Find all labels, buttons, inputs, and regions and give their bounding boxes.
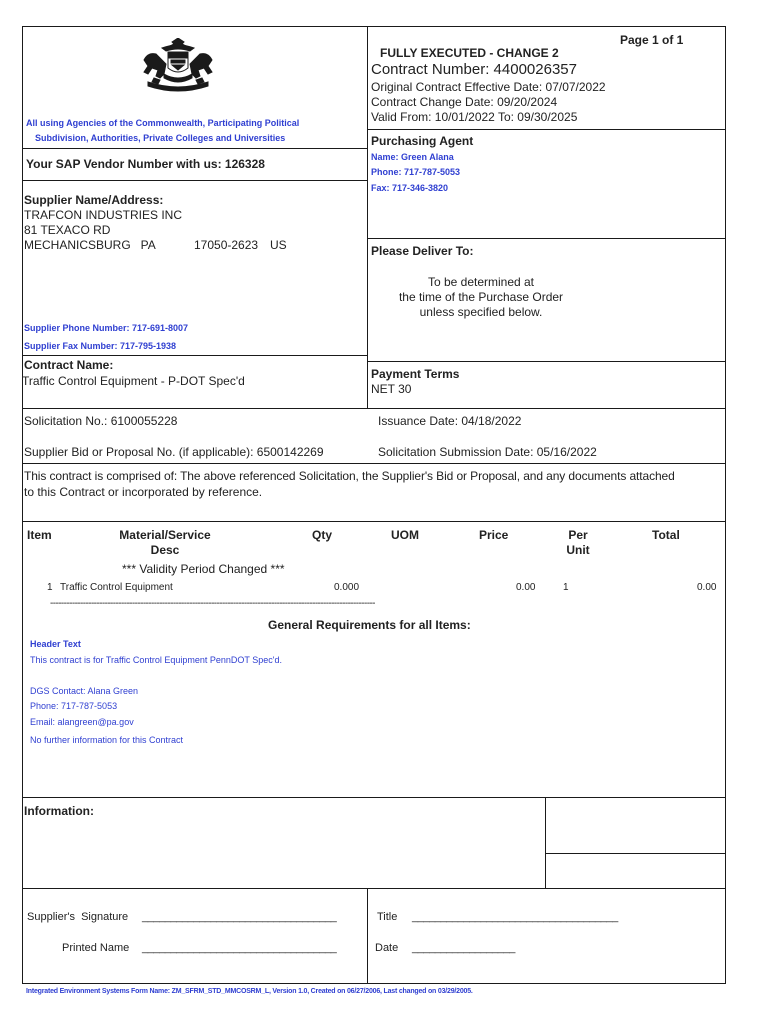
supplier-fax: Supplier Fax Number: 717-795-1938 bbox=[24, 341, 177, 351]
date-line[interactable]: __________________ bbox=[412, 942, 515, 954]
divider-full-5 bbox=[22, 888, 726, 889]
dgs-contact: DGS Contact: Alana Green bbox=[30, 686, 139, 696]
row-item-qty: 0.000 bbox=[334, 582, 360, 593]
valid-period: Valid From: 10/01/2022 To: 09/30/2025 bbox=[371, 110, 578, 124]
printed-name-label: Printed Name bbox=[62, 942, 130, 954]
signature-vertical bbox=[367, 888, 368, 983]
submission-date: Solicitation Submission Date: 05/16/2022 bbox=[378, 445, 597, 459]
validity-note: *** Validity Period Changed *** bbox=[122, 562, 285, 576]
row-item-desc: Traffic Control Equipment bbox=[60, 582, 173, 593]
col-price: Price bbox=[479, 528, 509, 542]
pennsylvania-coat-of-arms-icon bbox=[138, 38, 218, 96]
divider-left-1 bbox=[22, 148, 367, 149]
contract-name-value: Traffic Control Equipment - P-DOT Spec'd bbox=[22, 374, 245, 388]
contract-name-heading: Contract Name: bbox=[24, 358, 114, 372]
agent-name: Name: Green Alana bbox=[371, 152, 454, 162]
solicitation-number: Solicitation No.: 6100055228 bbox=[24, 414, 178, 428]
date-label: Date bbox=[375, 942, 399, 954]
agent-fax: Fax: 717-346-3820 bbox=[371, 183, 449, 193]
agencies-note-line1: All using Agencies of the Commonwealth, Participating Political bbox=[26, 118, 300, 128]
divider-full-4 bbox=[22, 797, 726, 798]
divider-right-3 bbox=[367, 361, 726, 362]
dgs-phone: Phone: 717-787-5053 bbox=[30, 701, 118, 711]
col-total: Total bbox=[652, 528, 680, 542]
frame-left bbox=[22, 26, 23, 984]
page-indicator: Page 1 of 1 bbox=[620, 33, 684, 47]
no-further-info: No further information for this Contract bbox=[30, 735, 184, 745]
deliver-to-heading: Please Deliver To: bbox=[371, 244, 474, 258]
contract-change-date: Contract Change Date: 09/20/2024 bbox=[371, 95, 558, 109]
row-item-number: 1 bbox=[47, 582, 53, 593]
supplier-zip: 17050-2623 bbox=[194, 238, 259, 252]
supplier-signature-line[interactable]: __________________________________ bbox=[142, 911, 337, 923]
deliver-line3: unless specified below. bbox=[419, 305, 543, 319]
supplier-city-state: MECHANICSBURG PA bbox=[24, 238, 156, 252]
divider-left-3 bbox=[22, 355, 367, 356]
col-uom: UOM bbox=[391, 528, 419, 542]
contract-status: FULLY EXECUTED - CHANGE 2 bbox=[380, 46, 559, 60]
payment-terms-value: NET 30 bbox=[371, 382, 412, 396]
divider-right-2 bbox=[367, 238, 726, 239]
comprised-of-line1: This contract is comprised of: The above referenced Solicitation, the Supplier's Bid or Proposal, and any documents attached bbox=[24, 469, 675, 483]
col-material-line1: Material/Service bbox=[119, 528, 211, 542]
deliver-line2: the time of the Purchase Order bbox=[398, 290, 564, 304]
supplier-country: US bbox=[270, 238, 287, 252]
information-heading: Information: bbox=[24, 804, 94, 818]
frame-right bbox=[725, 26, 726, 984]
issuance-date: Issuance Date: 04/18/2022 bbox=[378, 414, 522, 428]
divider-left-2 bbox=[22, 180, 367, 181]
divider-full-3 bbox=[22, 521, 726, 522]
divider-full-1 bbox=[22, 408, 726, 409]
col-per-line1: Per bbox=[568, 528, 588, 542]
form-footer-note: Integrated Environment Systems Form Name: ZM_SFRM_STD_MMCOSRM_L, Version 1.0, Created on 06/27/2006, Last changed on 03/29/2005. bbox=[26, 988, 473, 995]
col-qty: Qty bbox=[312, 528, 333, 542]
original-effective-date: Original Contract Effective Date: 07/07/2022 bbox=[371, 80, 606, 94]
sap-vendor-number: Your SAP Vendor Number with us: 126328 bbox=[26, 157, 265, 171]
row-item-per-unit: 1 bbox=[563, 582, 569, 593]
title-label: Title bbox=[377, 911, 398, 923]
printed-name-line[interactable]: __________________________________ bbox=[142, 942, 337, 954]
supplier-address: 81 TEXACO RD bbox=[24, 223, 111, 237]
row-item-total: 0.00 bbox=[697, 582, 717, 593]
supplier-heading: Supplier Name/Address: bbox=[24, 193, 164, 207]
info-box-vertical bbox=[545, 797, 546, 888]
frame-top bbox=[22, 26, 726, 27]
divider-full-2 bbox=[22, 463, 726, 464]
title-line[interactable]: ____________________________________ bbox=[412, 911, 618, 923]
col-item: Item bbox=[27, 528, 52, 542]
frame-bottom bbox=[22, 983, 726, 984]
comprised-of-line2: to this Contract or incorporated by reference. bbox=[24, 485, 263, 499]
dgs-email: Email: alangreen@pa.gov bbox=[30, 717, 134, 727]
items-separator: ----------------------------------------------------------------------------------------------------------------------- bbox=[50, 598, 375, 609]
contract-number: Contract Number: 4400026357 bbox=[371, 61, 577, 78]
info-box-horizontal bbox=[545, 853, 726, 854]
payment-terms-heading: Payment Terms bbox=[371, 367, 460, 381]
agencies-note-line2: Subdivision, Authorities, Private Colleges and Universities bbox=[35, 133, 286, 143]
header-text: This contract is for Traffic Control Equipment PennDOT Spec'd. bbox=[30, 655, 282, 665]
row-item-price: 0.00 bbox=[516, 582, 536, 593]
supplier-bid-number: Supplier Bid or Proposal No. (if applicable): 6500142269 bbox=[24, 445, 324, 459]
general-requirements-heading: General Requirements for all Items: bbox=[268, 618, 471, 632]
supplier-name: TRAFCON INDUSTRIES INC bbox=[24, 208, 183, 222]
purchasing-agent-heading: Purchasing Agent bbox=[371, 134, 474, 148]
divider-upper-vertical bbox=[367, 26, 368, 408]
header-text-label: Header Text bbox=[30, 639, 81, 649]
deliver-line1: To be determined at bbox=[427, 275, 535, 289]
divider-right-1 bbox=[367, 129, 726, 130]
agent-phone: Phone: 717-787-5053 bbox=[371, 167, 461, 177]
col-per-line2: Unit bbox=[566, 543, 590, 557]
col-material-line2: Desc bbox=[150, 543, 180, 557]
supplier-signature-label: Supplier's Signature bbox=[27, 911, 129, 923]
supplier-phone: Supplier Phone Number: 717-691-8007 bbox=[24, 323, 189, 333]
